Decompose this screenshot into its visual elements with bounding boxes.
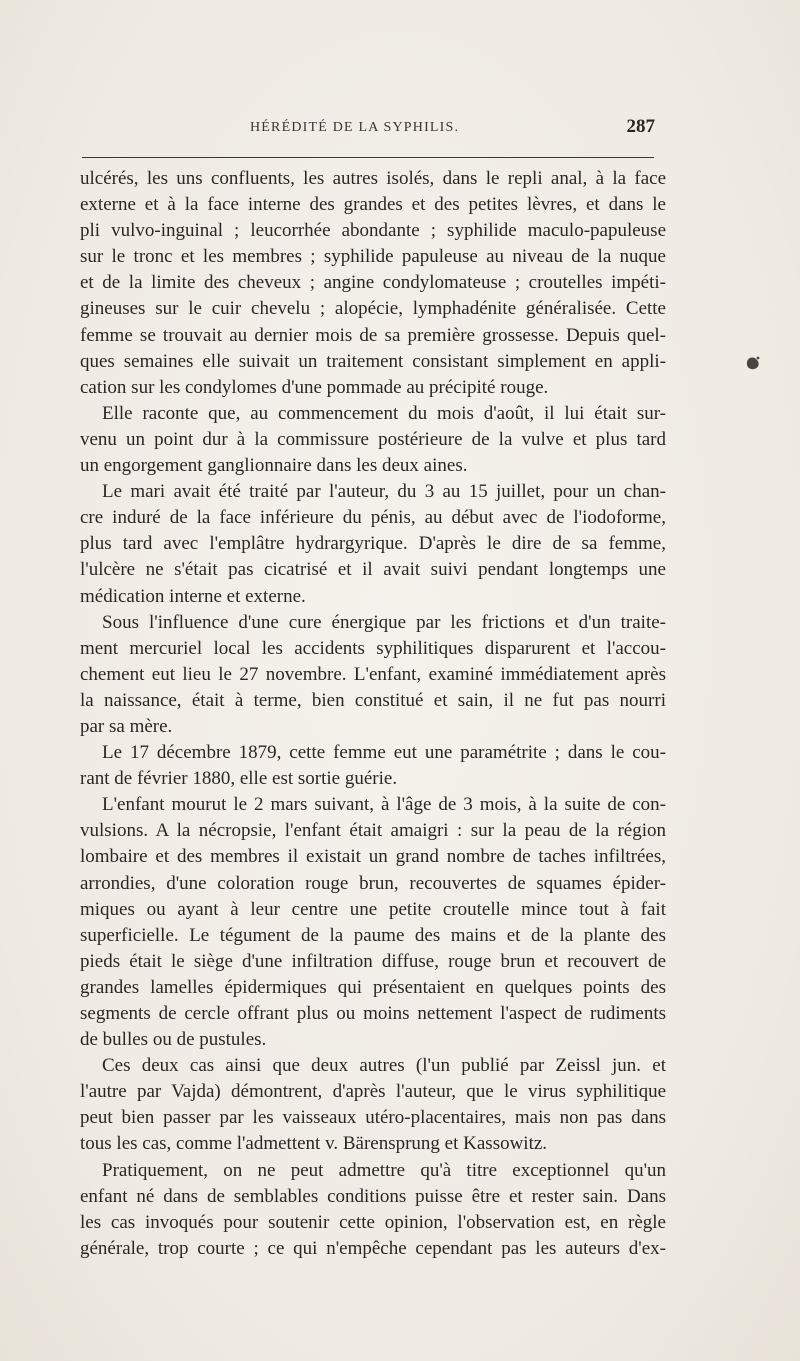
header-rule <box>82 157 654 158</box>
text-line: Sous l'influence d'une cure énergique par les frictions et d'un traite- <box>102 611 666 633</box>
text-line: cation sur les condylomes d'une pommade au précipité rouge. <box>80 376 549 398</box>
text-line: Elle raconte que, au commencement du mois d'août, il lui était sur- <box>102 402 666 424</box>
page-number: 287 <box>626 116 655 137</box>
text-line: l'ulcère ne s'était pas cicatrisé et il avait suivi pendant longtemps une <box>80 559 666 581</box>
text-line: et de la limite des cheveux ; angine condylomateuse ; croutelles impéti- <box>80 272 666 294</box>
text-line: lombaire et des membres il existait un grand nombre de taches infiltrées, <box>80 846 666 868</box>
text-line: venu un point dur à la commissure postérieure de la vulve et plus tard <box>80 428 666 450</box>
text-line: L'enfant mourut le 2 mars suivant, à l'âge de 3 mois, à la suite de con- <box>102 794 666 816</box>
running-head <box>80 118 655 142</box>
text-line: de bulles ou de pustules. <box>80 1029 267 1051</box>
text-line: ulcérés, les uns confluents, les autres isolés, dans le repli anal, à la face <box>80 168 666 189</box>
text-line: femme se trouvait au dernier mois de sa première grossesse. Depuis quel- <box>80 324 666 346</box>
text-line: plus tard avec l'emplâtre hydrargyrique. D'après le dire de sa femme, <box>80 533 666 555</box>
text-line: la naissance, était à terme, bien constitué et sain, il ne fut pas nourri <box>80 689 666 711</box>
text-line: ques semaines elle suivait un traitement consistant simplement en appli- <box>80 350 666 372</box>
text-line: arrondies, d'une coloration rouge brun, recouvertes de squames épider- <box>80 872 666 894</box>
text-line: tous les cas, comme l'admettent v. Bärensprung et Kassowitz. <box>80 1133 548 1155</box>
text-line: superficielle. Le tégument de la paume des mains et de la plante des <box>80 924 666 946</box>
text-line: chement eut lieu le 27 novembre. L'enfant, examiné immédiatement après <box>80 663 666 685</box>
text-line: grandes lamelles épidermiques qui présentaient en quelques points des <box>80 976 666 998</box>
text-line: sur le tronc et les membres ; syphilide papuleuse au niveau de la nuque <box>80 246 666 268</box>
running-title: HÉRÉDITÉ DE LA SYPHILIS. <box>250 120 460 135</box>
text-line: générale, trop courte ; ce qui n'empêche cependant pas les auteurs d'ex- <box>80 1237 666 1259</box>
text-line: ment mercuriel local les accidents syphilitiques disparurent et l'accou- <box>80 637 666 659</box>
text-line: miques ou ayant à leur centre une petite croutelle mince tout à fait <box>80 898 666 920</box>
text-line: pieds était le siège d'une infiltration diffuse, rouge brun et recouvert de <box>80 950 666 972</box>
text-line: peut bien passer par les vaisseaux utéro-placentaires, mais non pas dans <box>80 1107 666 1129</box>
text-line: par sa mère. <box>80 715 173 737</box>
text-line: segments de cercle offrant plus ou moins nettement l'aspect de rudiments <box>80 1003 666 1024</box>
text-line: les cas invoqués pour soutenir cette opinion, l'observation est, en règle <box>80 1211 666 1233</box>
text-line: enfant né dans de semblables conditions puisse être et rester sain. Dans <box>80 1185 666 1207</box>
text-line: médication interne et externe. <box>80 585 306 607</box>
text-line: l'autre par Vajda) démontrent, d'après l'auteur, que le virus syphilitique <box>80 1081 666 1103</box>
text-line: Le 17 décembre 1879, cette femme eut une paramétrite ; dans le cou- <box>102 742 666 764</box>
text-line: vulsions. A la nécropsie, l'enfant était amaigri : sur la peau de la région <box>80 820 666 842</box>
text-line: cre induré de la face inférieure du pénis, au début avec de l'iodoforme, <box>80 507 666 529</box>
text-line: Ces deux cas ainsi que deux autres (l'un publié par Zeissl jun. et <box>102 1055 666 1077</box>
text-line: pli vulvo-inguinal ; leucorrhée abondante ; syphilide maculo-papuleuse <box>80 220 666 242</box>
text-line: externe et à la face interne des grandes et des petites lèvres, et dans le <box>80 194 666 216</box>
body-text <box>80 166 666 1262</box>
text-line: gineuses sur le cuir chevelu ; alopécie, lymphadénite généralisée. Cette <box>80 298 666 320</box>
text-line: rant de février 1880, elle est sortie guérie. <box>80 768 398 790</box>
text-line: Pratiquement, on ne peut admettre qu'à titre exceptionnel qu'un <box>102 1159 666 1181</box>
text-line: un engorgement ganglionnaire dans les deux aines. <box>80 455 468 477</box>
text-line: Le mari avait été traité par l'auteur, du 3 au 15 juillet, pour un chan- <box>102 481 666 503</box>
ink-blot-icon <box>744 354 762 372</box>
